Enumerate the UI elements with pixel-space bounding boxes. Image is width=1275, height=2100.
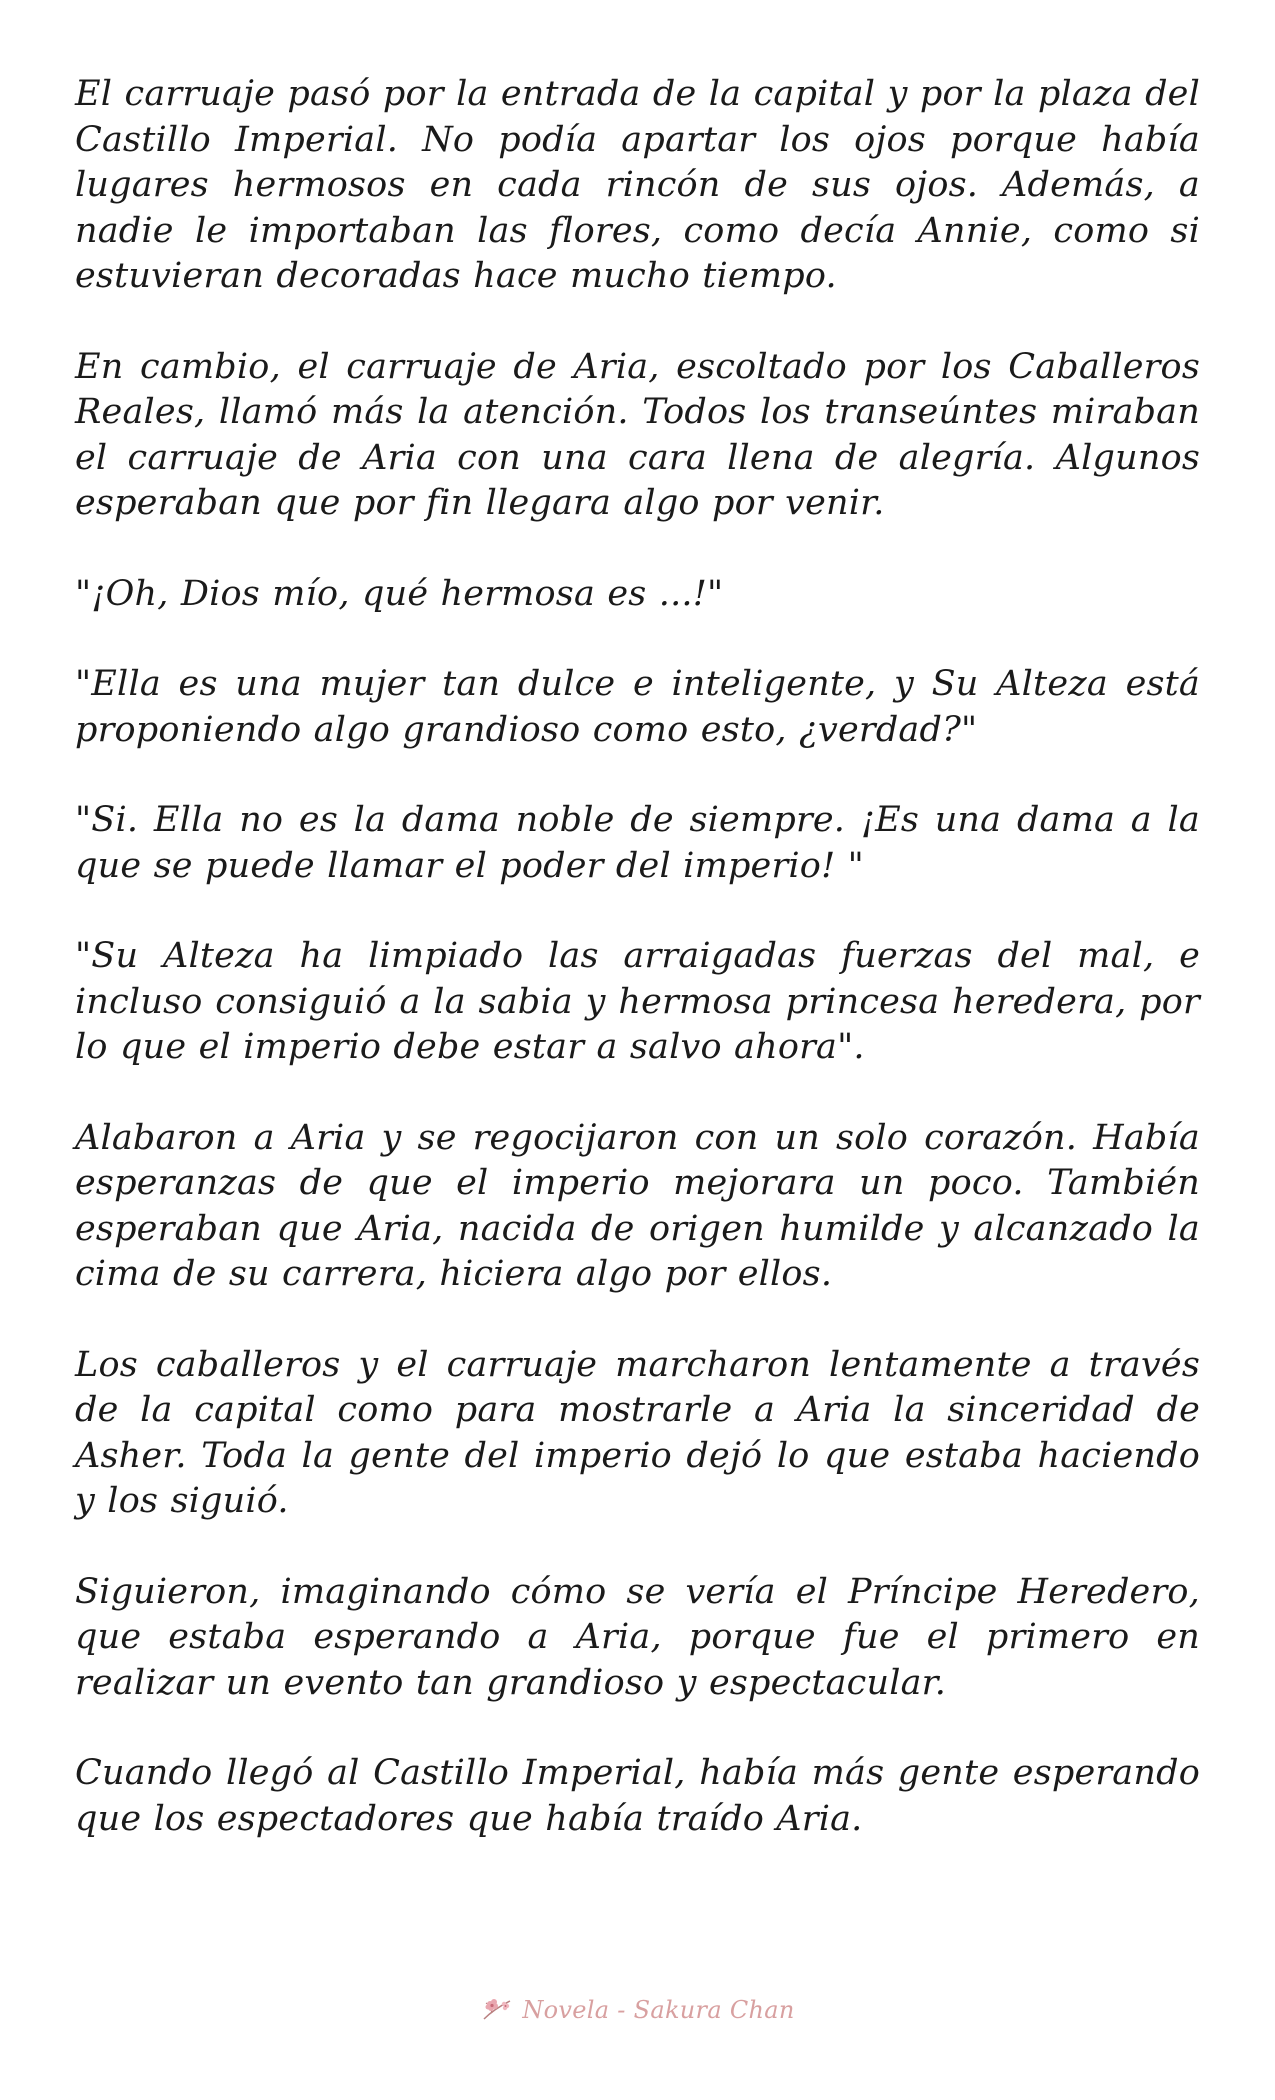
paragraph-8: Los caballeros y el carruaje marcharon lentamente a través de la capital como para mostrarle a Aria la sinceridad de Asher. Toda la gente del imperio dejó lo que estaba haciendo y los siguió. — [75, 1344, 1200, 1521]
watermark-text: Novela - Sakura Chan — [522, 1996, 795, 2024]
paragraph-10: Cuando llegó al Castillo Imperial, había más gente esperando que los espectadores que había traído Aria. — [75, 1753, 1200, 1839]
paragraph-5: "Si. Ella no es la dama noble de siempre. ¡Es una dama a la que se puede llamar el poder del imperio! " — [75, 800, 1200, 886]
paragraph-2: En cambio, el carruaje de Aria, escoltado por los Caballeros Reales, llamó más la atención. Todos los transeúntes miraban el carruaje de Aria con una cara llena de alegría. Algunos esperaban que por fin llegara algo por venir. — [75, 346, 1200, 523]
cherry-blossom-icon — [480, 1995, 514, 2025]
document-body — [75, 72, 1200, 1887]
paragraph-7: Alabaron a Aria y se regocijaron con un solo corazón. Había esperanzas de que el imperio mejorara un poco. También esperaban que Aria, nacida de origen humilde y alcanzado la cima de su carrera, hiciera algo por ellos. — [75, 1117, 1200, 1294]
paragraph-4: "Ella es una mujer tan dulce e inteligente, y Su Alteza está proponiendo algo grandioso como esto, ¿verdad?" — [75, 664, 1200, 750]
paragraph-1: El carruaje pasó por la entrada de la capital y por la plaza del Castillo Imperial. No podía apartar los ojos porque había lugares hermosos en cada rincón de sus ojos. Además, a nadie le importaban las flores, como decía Annie, como si estuvieran decoradas hace mucho tiempo. — [75, 74, 1200, 296]
footer-watermark — [0, 1990, 1275, 2030]
paragraph-6: "Su Alteza ha limpiado las arraigadas fuerzas del mal, e incluso consiguió a la sabia y hermosa princesa heredera, por lo que el imperio debe estar a salvo ahora". — [75, 936, 1200, 1067]
paragraph-9: Siguieron, imaginando cómo se vería el Príncipe Heredero, que estaba esperando a Aria, porque fue el primero en realizar un evento tan grandioso y espectacular. — [75, 1571, 1200, 1703]
paragraph-3: "¡Oh, Dios mío, qué hermosa es ...!" — [75, 573, 724, 614]
